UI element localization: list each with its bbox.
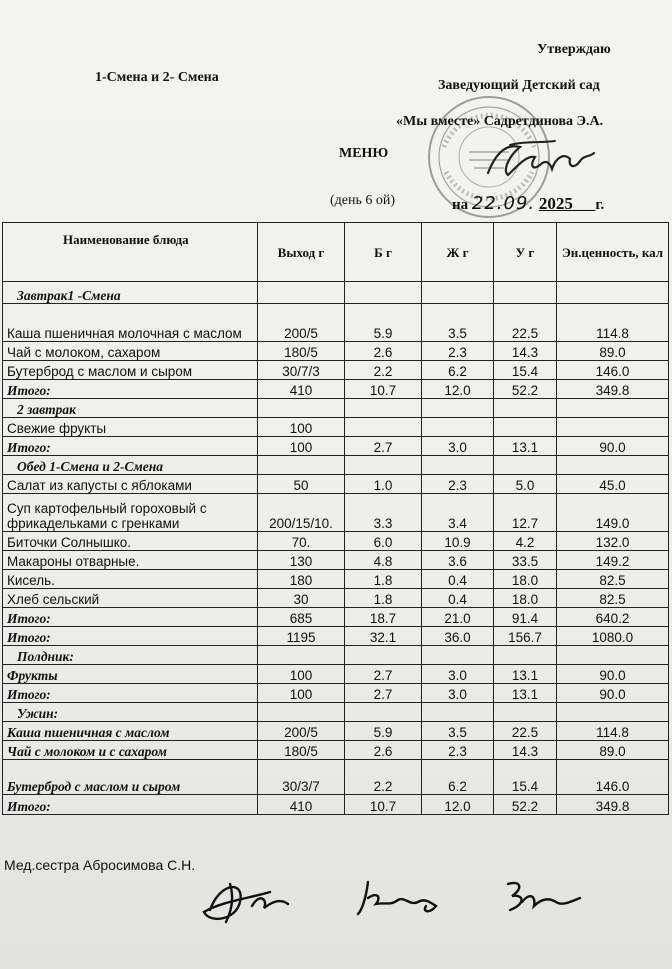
garden-head-name: «Мы вместе» Садретдинова Э.А. bbox=[396, 114, 604, 129]
fat-value bbox=[422, 282, 494, 304]
carbs-value: 15.4 bbox=[494, 361, 557, 380]
carbs-value: 13.1 bbox=[494, 437, 557, 456]
fat-value bbox=[422, 703, 494, 722]
yield-value bbox=[258, 703, 345, 722]
yield-value bbox=[258, 282, 345, 304]
energy-value: 149.2 bbox=[557, 551, 669, 570]
energy-value bbox=[557, 418, 669, 437]
dish-name: Чай с молоком и с сахаром bbox=[3, 741, 258, 760]
dish-name: Каша пшеничная молочная с маслом bbox=[3, 304, 258, 342]
section-row bbox=[3, 703, 669, 722]
protein-value bbox=[345, 703, 422, 722]
dish-name: Ужин: bbox=[3, 703, 258, 722]
total-row bbox=[3, 437, 669, 456]
protein-value: 3.3 bbox=[345, 494, 422, 532]
carbs-value bbox=[494, 703, 557, 722]
energy-value: 114.8 bbox=[557, 304, 669, 342]
dish-name: Каша пшеничная с маслом bbox=[3, 722, 258, 741]
column-header: Ж г bbox=[422, 223, 494, 282]
protein-value: 2.2 bbox=[345, 760, 422, 795]
energy-value: 45.0 bbox=[557, 475, 669, 494]
yield-value bbox=[258, 646, 345, 665]
carbs-value bbox=[494, 282, 557, 304]
carbs-value bbox=[494, 646, 557, 665]
energy-value: 1080.0 bbox=[557, 627, 669, 646]
dish-name: Итого: bbox=[3, 608, 258, 627]
carbs-value: 14.3 bbox=[494, 741, 557, 760]
yield-value: 50 bbox=[258, 475, 345, 494]
protein-value bbox=[345, 456, 422, 475]
fat-value: 2.3 bbox=[422, 475, 494, 494]
yield-value bbox=[258, 456, 345, 475]
fat-value: 6.2 bbox=[422, 760, 494, 795]
column-header: Выход г bbox=[258, 223, 345, 282]
protein-value: 4.8 bbox=[345, 551, 422, 570]
protein-value bbox=[345, 282, 422, 304]
section-row bbox=[3, 282, 669, 304]
energy-value bbox=[557, 282, 669, 304]
energy-value: 114.8 bbox=[557, 722, 669, 741]
carbs-value: 5.0 bbox=[494, 475, 557, 494]
total-row bbox=[3, 608, 669, 627]
yield-value: 100 bbox=[258, 437, 345, 456]
yield-value: 1195 bbox=[258, 627, 345, 646]
dish-name: Итого: bbox=[3, 437, 258, 456]
menu-title: МЕНЮ bbox=[339, 146, 389, 161]
dish-name: Хлеб сельский bbox=[3, 589, 258, 608]
head-title: Заведующий Детский сад bbox=[438, 78, 600, 93]
protein-value: 1.0 bbox=[345, 475, 422, 494]
table-header-row bbox=[3, 223, 669, 282]
column-header: Эн.ценность, кал bbox=[557, 223, 669, 282]
energy-value: 90.0 bbox=[557, 437, 669, 456]
energy-value bbox=[557, 703, 669, 722]
carbs-value: 14.3 bbox=[494, 342, 557, 361]
protein-value: 1.8 bbox=[345, 570, 422, 589]
carbs-value: 13.1 bbox=[494, 684, 557, 703]
energy-value: 82.5 bbox=[557, 589, 669, 608]
energy-value: 349.8 bbox=[557, 380, 669, 399]
section-row bbox=[3, 456, 669, 475]
dish-name: Свежие фрукты bbox=[3, 418, 258, 437]
fat-value: 3.0 bbox=[422, 684, 494, 703]
energy-value bbox=[557, 456, 669, 475]
yield-value: 180 bbox=[258, 570, 345, 589]
dish-name: Чай с молоком, сахаром bbox=[3, 342, 258, 361]
total-row bbox=[3, 684, 669, 703]
energy-value: 89.0 bbox=[557, 741, 669, 760]
signatures-icon bbox=[190, 862, 590, 932]
protein-value: 10.7 bbox=[345, 795, 422, 815]
yield-value: 685 bbox=[258, 608, 345, 627]
dish-name: Салат из капусты с яблоками bbox=[3, 475, 258, 494]
protein-value: 10.7 bbox=[345, 380, 422, 399]
protein-value: 1.8 bbox=[345, 589, 422, 608]
yield-value: 100 bbox=[258, 418, 345, 437]
table-row bbox=[3, 494, 669, 532]
protein-value bbox=[345, 399, 422, 418]
yield-value: 200/5 bbox=[258, 722, 345, 741]
table-row bbox=[3, 532, 669, 551]
dish-name: Итого: bbox=[3, 627, 258, 646]
fat-value: 21.0 bbox=[422, 608, 494, 627]
nurse-signature-label: Мед.сестра Абросимова С.Н. bbox=[4, 857, 196, 873]
carbs-value bbox=[494, 418, 557, 437]
table-row bbox=[3, 551, 669, 570]
protein-value: 5.9 bbox=[345, 722, 422, 741]
yield-value: 70. bbox=[258, 532, 345, 551]
table-row bbox=[3, 741, 669, 760]
table-row bbox=[3, 760, 669, 795]
carbs-value: 13.1 bbox=[494, 665, 557, 684]
yield-value: 410 bbox=[258, 380, 345, 399]
protein-value: 5.9 bbox=[345, 304, 422, 342]
energy-value: 82.5 bbox=[557, 570, 669, 589]
energy-value: 640.2 bbox=[557, 608, 669, 627]
menu-date bbox=[452, 193, 604, 214]
date-prefix: на bbox=[452, 197, 469, 213]
menu-table bbox=[2, 222, 669, 815]
column-header: Наименование блюда bbox=[3, 223, 258, 282]
table-row bbox=[3, 475, 669, 494]
yield-value: 200/5 bbox=[258, 304, 345, 342]
section-row bbox=[3, 399, 669, 418]
protein-value: 2.6 bbox=[345, 741, 422, 760]
carbs-value: 33.5 bbox=[494, 551, 557, 570]
table-row bbox=[3, 361, 669, 380]
fat-value: 6.2 bbox=[422, 361, 494, 380]
section-row bbox=[3, 646, 669, 665]
yield-value: 410 bbox=[258, 795, 345, 815]
fat-value bbox=[422, 456, 494, 475]
fat-value: 3.4 bbox=[422, 494, 494, 532]
day-label: (день 6 ой) bbox=[330, 193, 396, 208]
dish-name: Итого: bbox=[3, 795, 258, 815]
carbs-value bbox=[494, 456, 557, 475]
dish-name: Полдник: bbox=[3, 646, 258, 665]
carbs-value bbox=[494, 399, 557, 418]
date-written: 22.09. bbox=[471, 193, 536, 214]
yield-value bbox=[258, 399, 345, 418]
yield-value: 200/15/10. bbox=[258, 494, 345, 532]
protein-value: 2.6 bbox=[345, 342, 422, 361]
column-header: У г bbox=[494, 223, 557, 282]
dish-name: Обед 1-Смена и 2-Смена bbox=[3, 456, 258, 475]
protein-value: 32.1 bbox=[345, 627, 422, 646]
protein-value: 2.7 bbox=[345, 437, 422, 456]
energy-value bbox=[557, 399, 669, 418]
table-row bbox=[3, 342, 669, 361]
energy-value: 89.0 bbox=[557, 342, 669, 361]
fat-value bbox=[422, 646, 494, 665]
dish-name: Фрукты bbox=[3, 665, 258, 684]
dish-name: Биточки Солнышко. bbox=[3, 532, 258, 551]
dish-name: 2 завтрак bbox=[3, 399, 258, 418]
protein-value bbox=[345, 418, 422, 437]
date-year: 2025 bbox=[538, 194, 573, 213]
carbs-value: 156.7 bbox=[494, 627, 557, 646]
fat-value: 3.5 bbox=[422, 304, 494, 342]
carbs-value: 22.5 bbox=[494, 722, 557, 741]
yield-value: 180/5 bbox=[258, 342, 345, 361]
yield-value: 130 bbox=[258, 551, 345, 570]
carbs-value: 18.0 bbox=[494, 570, 557, 589]
fat-value: 36.0 bbox=[422, 627, 494, 646]
date-year-suffix: ___г. bbox=[572, 197, 605, 213]
fat-value: 12.0 bbox=[422, 380, 494, 399]
table-row bbox=[3, 418, 669, 437]
fat-value: 0.4 bbox=[422, 570, 494, 589]
energy-value bbox=[557, 646, 669, 665]
column-header: Б г bbox=[345, 223, 422, 282]
energy-value: 132.0 bbox=[557, 532, 669, 551]
yield-value: 180/5 bbox=[258, 741, 345, 760]
yield-value: 30 bbox=[258, 589, 345, 608]
protein-value: 2.2 bbox=[345, 361, 422, 380]
fat-value: 12.0 bbox=[422, 795, 494, 815]
protein-value: 18.7 bbox=[345, 608, 422, 627]
carbs-value: 52.2 bbox=[494, 380, 557, 399]
fat-value bbox=[422, 399, 494, 418]
dish-name: Суп картофельный гороховый с фрикадельками с гренками bbox=[3, 494, 258, 532]
yield-value: 100 bbox=[258, 665, 345, 684]
energy-value: 349.8 bbox=[557, 795, 669, 815]
carbs-value: 22.5 bbox=[494, 304, 557, 342]
energy-value: 90.0 bbox=[557, 665, 669, 684]
protein-value: 2.7 bbox=[345, 665, 422, 684]
dish-name: Завтрак1 -Смена bbox=[3, 282, 258, 304]
dish-name: Кисель. bbox=[3, 570, 258, 589]
dish-name: Макароны отварные. bbox=[3, 551, 258, 570]
fat-value: 0.4 bbox=[422, 589, 494, 608]
dish-name: Бутерброд с маслом и сыром bbox=[3, 760, 258, 795]
total-row bbox=[3, 627, 669, 646]
dish-name: Итого: bbox=[3, 380, 258, 399]
approve-heading: Утверждаю bbox=[537, 42, 611, 57]
dish-name: Итого: bbox=[3, 684, 258, 703]
total-row bbox=[3, 380, 669, 399]
carbs-value: 12.7 bbox=[494, 494, 557, 532]
table-row bbox=[3, 304, 669, 342]
energy-value: 149.0 bbox=[557, 494, 669, 532]
fat-value: 2.3 bbox=[422, 342, 494, 361]
fat-value: 3.5 bbox=[422, 722, 494, 741]
table-row bbox=[3, 589, 669, 608]
carbs-value: 4.2 bbox=[494, 532, 557, 551]
protein-value: 2.7 bbox=[345, 684, 422, 703]
carbs-value: 91.4 bbox=[494, 608, 557, 627]
shift-heading: 1-Смена и 2- Смена bbox=[95, 70, 219, 85]
energy-value: 90.0 bbox=[557, 684, 669, 703]
fat-value: 10.9 bbox=[422, 532, 494, 551]
fat-value bbox=[422, 418, 494, 437]
energy-value: 146.0 bbox=[557, 760, 669, 795]
head-signature-icon bbox=[480, 135, 600, 190]
yield-value: 30/3/7 bbox=[258, 760, 345, 795]
carbs-value: 52.2 bbox=[494, 795, 557, 815]
fat-value: 3.0 bbox=[422, 437, 494, 456]
protein-value bbox=[345, 646, 422, 665]
energy-value: 146.0 bbox=[557, 361, 669, 380]
fat-value: 3.6 bbox=[422, 551, 494, 570]
carbs-value: 18.0 bbox=[494, 589, 557, 608]
fat-value: 3.0 bbox=[422, 665, 494, 684]
yield-value: 30/7/3 bbox=[258, 361, 345, 380]
carbs-value: 15.4 bbox=[494, 760, 557, 795]
fat-value: 2.3 bbox=[422, 741, 494, 760]
table-row bbox=[3, 722, 669, 741]
dish-name: Бутерброд с маслом и сыром bbox=[3, 361, 258, 380]
table-row bbox=[3, 570, 669, 589]
total-row bbox=[3, 795, 669, 815]
table-row bbox=[3, 665, 669, 684]
yield-value: 100 bbox=[258, 684, 345, 703]
protein-value: 6.0 bbox=[345, 532, 422, 551]
